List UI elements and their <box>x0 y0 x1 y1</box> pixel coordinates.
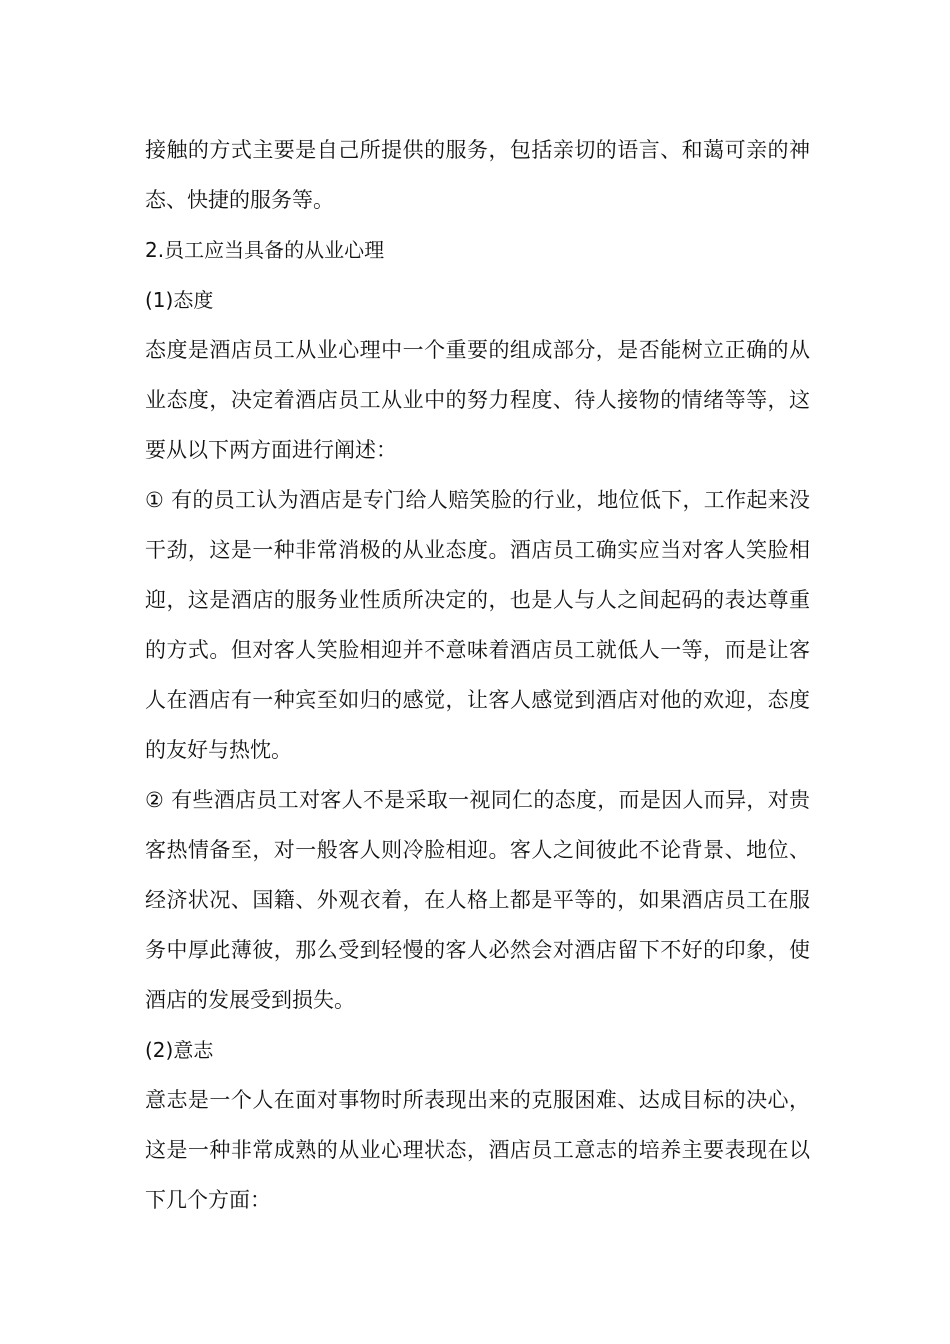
subsection-heading-attitude: (1)态度 <box>145 288 214 312</box>
subsection-heading-will: (2)意志 <box>145 1038 214 1062</box>
document-body <box>145 125 810 1225</box>
paragraph-attitude-point-1: ① 有的员工认为酒店是专门给人赔笑脸的行业，地位低下，工作起来没干劲，这是一种非常消极的从业态度。酒店员工确实应当对客人笑脸相迎，这是酒店的服务业性质所决定的，也是人与人之间起码的表达尊重的方式。但对客人笑脸相迎并不意味着酒店员工就低人一等，而是让客人在酒店有一种宾至如归的感觉，让客人感觉到酒店对他的欢迎，态度的友好与热忱。 <box>145 488 810 762</box>
paragraph-attitude-intro: 态度是酒店员工从业心理中一个重要的组成部分，是否能树立正确的从业态度，决定着酒店员工从业中的努力程度、待人接物的情绪等等，这要从以下两方面进行阐述： <box>145 338 810 462</box>
paragraph-will-intro: 意志是一个人在面对事物时所表现出来的克服困难、达成目标的决心，这是一种非常成熟的从业心理状态，酒店员工意志的培养主要表现在以下几个方面： <box>145 1088 810 1212</box>
paragraph-service-contact: 接触的方式主要是自己所提供的服务，包括亲切的语言、和蔼可亲的神态、快捷的服务等。 <box>145 138 810 212</box>
paragraph-attitude-point-2: ② 有些酒店员工对客人不是采取一视同仁的态度，而是因人而异，对贵客热情备至，对一般客人则冷脸相迎。客人之间彼此不论背景、地位、经济状况、国籍、外观衣着，在人格上都是平等的，如果酒店员工在服务中厚此薄彼，那么受到轻慢的客人必然会对酒店留下不好的印象，使酒店的发展受到损失。 <box>145 788 810 1012</box>
section-heading-employee-psychology: 2.员工应当具备的从业心理 <box>145 238 385 262</box>
